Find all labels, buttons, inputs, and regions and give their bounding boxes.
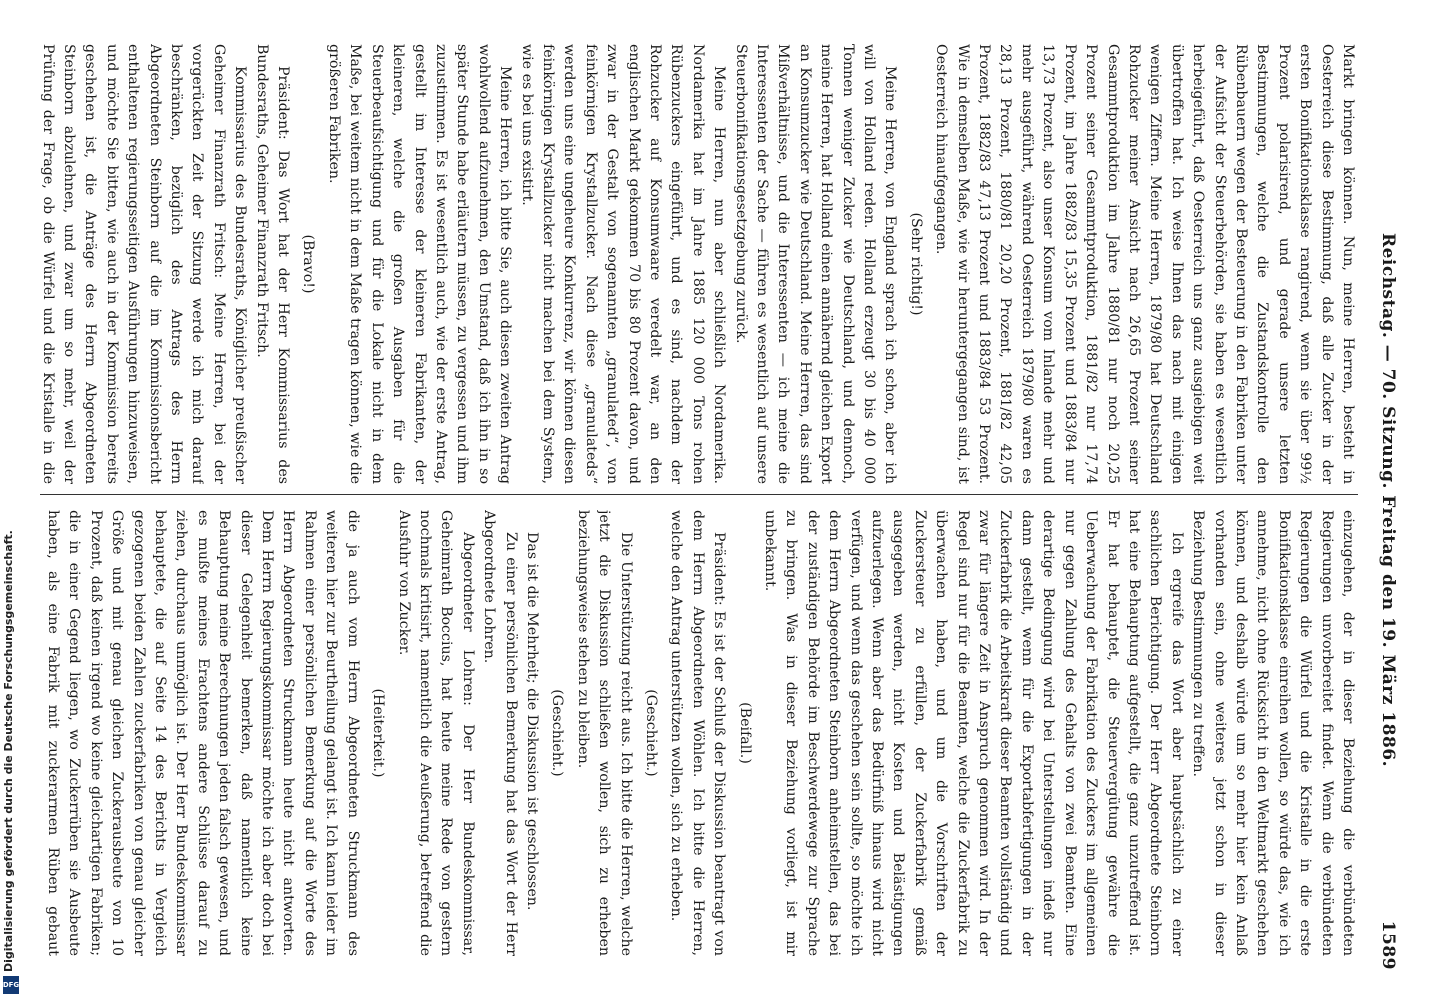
paragraph: Meine Herren, von England sprach ich schon, aber ich will von Holland reden. Holland erzeugt 30 bis 40 000 Tonnen weniger Zucker wie Deutschland, und dennoch, meine Herren, hat Holland einen annähernd gleichen Export an Konsumzucker wie Deutschland. Meine Herren, das sind Mißverhältnisse, und die Interessenten — ich meine die Interessenten der Sache — führen es wesentlich auf unsere Steuerbonifikationsgesetzgebung zurück. bbox=[732, 44, 899, 484]
right-column bbox=[40, 510, 1358, 956]
paragraph: Ich ergreife das Wort aber hauptsächlich zu einer sachlichen Berichtigung. Der Herr Abgeordnete Steinborn hat eine Behauptung aufgestellt, die ganz unzutreffend ist. Er hat behauptet, die Steuervergütung gewähre die Ueberwachung der Fabrikation des Zuckers im allgemeinen nur gegen Zahlung des Gehalts von zwei Beamten. Eine derartige Bedingung wird bei Unterstellungen indeß nur dann gestellt, wenn für die Exportabfertigungen in der Zuckerfabrik die Arbeitskraft dieser Beamten vollständig und zwar für längere Zeit in Anspruch genommen wird. In der Regel sind nur für die Beamten, welche die Zuckerfabrik zu überwachen haben, und um die Vorschriften der Zuckersteuer zu erfüllen, der Zuckerfabrik gemäß ausgegeben werden, nicht Kosten und Belästigungen aufzuerlegen. Wenn aber das Bedürfniß hinaus wird nicht verfügen, und wenn das geschehen sein sollte, so möchte ich dem Herrn Abgeordneten Steinborn anheimstellen, das bei der zuständigen Behörde im Beschwerdewege zur Sprache zu bringen. Was in dieser Beziehung vorliegt, ist mir unbekannt. bbox=[762, 510, 1185, 956]
paragraph: Markt bringen können. Nun, meine Herren, besteht in Oesterreich diese Bestimmung, daß alle Zucker in der ersten Bonifikationsklasse rangirend, wenn sie über 99½ Prozent polarisirend, und gerade unsere letzten Bestimmungen, welche die Zustandskontrolle den Rübenbauern wegen der Besteuerung in den Fabriken unter der Aufsicht der Steuerbehörden, sie haben es wesentlich herbeigeführt, daß Oesterreich uns ganz ausgiebigen weit übertroffen hat. Ich weise Ihnen das nach mit einigen wenigen Ziffern. Meine Herren, 1879/80 hat Deutschland Rohzucker meiner Ansicht nach 26,65 Prozent seiner Gesammtproduktion im Jahre 1880/81 nur noch 20,25 Prozent seiner Gesammtproduktion, 1881/82 nur 17,74 Prozent, im Jahre 1882/83 15,35 Prozent und 1883/84 nur 13,73 Prozent, also unser Konsum vom Inlande mehr und mehr ausgeführt, während Oesterreich 1879/80 waren es 28,13 Prozent, 1880/81 20,20 Prozent, 1881/82 42,05 Prozent, 1882/83 47,13 Prozent und 1883/84 53 Prozent. Wie in demselben Maße, wie wir heruntergegangen sind, ist Oesterreich hinaufgegangen. bbox=[933, 44, 1356, 484]
paragraph: Präsident: Das Wort hat der Herr Kommissarius des Bundesraths, Geheimer Finanzrath Fritsch. bbox=[253, 44, 292, 484]
paragraph: (Geschieht.) bbox=[549, 689, 566, 777]
page-number: 1589 bbox=[1378, 920, 1398, 970]
header-title: Reichstag. — 70. Sitzung. Freitag den 19. März 1886. bbox=[1378, 232, 1398, 768]
paragraph: Das ist die Mehrheit; die Diskussion ist geschlossen. bbox=[523, 532, 540, 911]
dfg-footer bbox=[0, 0, 22, 1000]
paragraph: (Heiterkeit.) bbox=[370, 688, 387, 778]
paragraph: Präsident: Es ist der Schluß der Diskussion beantragt von dem Herrn Abgeordneten Wöhlen. Ich bitte die Herren, welche den Antrag unterstützen wollen, sich zu erheben. bbox=[668, 510, 728, 956]
paragraph: (Geschieht.) bbox=[643, 689, 659, 777]
left-column bbox=[40, 44, 1358, 484]
paragraph: (Sehr richtig!) bbox=[907, 212, 924, 316]
paragraph: die ja auch vom Herrn Abgeordneten Struckmann des weiteren hier zur Beurtheilung gelangt ist. Ich kann leider im Rahmen einer persönlichen Bemerkung auf die Worte des Herrn Abgeordneten Struckmann heute nicht antworten. Dem Herrn Regierungskommissar möchte ich aber doch bei dieser Gelegenheit bemerken, daß namentlich keine Behauptung meine Berechnungen jeden falsch gewesen, und es mußte meines Erachtens andere Schlüsse darauf zu ziehen, durchaus unmöglich ist. Der Herr Bundeskommissar behauptete, die auf Seite 14 des Berichts in Vergleich gezogenen beiden Zahlen zuckerfabriken von genau gleicher Größe und mit genau gleichen Zuckerausbeute von 10 Prozent, daß keinen irgend wo keine gleichartigen Fabriken; die in einer Gegend liegen, wo Zuckerrüben sie Ausbeute haben, als eine Fabrik mit zuckerarmen Rüben gebaut bbox=[45, 510, 361, 956]
column-divider bbox=[40, 494, 1358, 495]
dfg-logo: DFG bbox=[3, 976, 19, 994]
page-header bbox=[1368, 30, 1398, 970]
paragraph: Meine Herren, nun aber schließlich Nordamerika. Nordamerika hat im Jahre 1885 120 000 Tons rohen Rübenzuckers eingeführt, und es sind, nachdem der Rohzucker auf Konsumwaare veredelt war, an den englischen Markt gekommen 70 bis 80 Prozent davon, und zwar in der Gestalt von sogenannten „granulated“, von feinkörnigen Krystallzucker. Nach diese „granulateds“ werden uns eine ungeheure Konkurrenz, wir können diesen feinkörnigen Krystallzucker nicht machen bei dem System, wie es bei uns existirt. bbox=[518, 44, 728, 484]
paragraph: Meine Herren, ich bitte Sie, auch diesen zweiten Antrag wohlwollend aufzunehmen, den Umstand, daß ich ihn in so später Stunde habe erläutern müssen, zu vergessen und ihm zuzustimmen. Es ist wesentlich auch, wie der erste Antrag, gestellt im Interesse der kleineren Fabrikanten, der kleineren, welche die großen Ausgaben für die Steuerbeaufsichtigung und für die Lokale nicht in dem Maße, bei weitem nicht in dem Maße tragen können, wie die größeren Fabriken. bbox=[325, 44, 514, 484]
paragraph: Kommissarius des Bundesraths, Königlicher preußischer Geheimer Finanzrath Fritsch: Meine Herren, bei der vorgerückten Zeit der Sitzung werde ich mich darauf beschränken, bezüglich des Antrags des Herrn Abgeordneten Steinborn auf die im Kommissionsbericht enthaltenen regierungsseitigen Ausführungen hinzuweisen, und möchte Sie bitten, wie auch in der Kommission bereits geschehen ist, die Anträge des Herrn Abgeordneten Steinborn abzulehnen, und zwar um so mehr, weil der Prüfung der Frage, ob die Würfel und die Kristalle in die bbox=[40, 44, 249, 484]
paragraph: (Beifall.) bbox=[736, 702, 753, 764]
paragraph: einzugehen, der in dieser Beziehung die verbündeten Regierungen unvorbereitet findet. Wenn die verbündeten Regierungen die Würfel und die Kristalle in die erste Bonifikationsklasse einreihen wollen, so würde das, wie ich annehme, nicht ohne Rücksicht in den Weltmarkt geschehen können, und deshalb würde um so mehr hier kein Anlaß vorhanden sein, ohne weiteres jetzt schon in dieser Beziehung Bestimmungen zu treffen. bbox=[1190, 510, 1356, 956]
paragraph: Zu einer persönlichen Bemerkung hat das Wort der Herr Abgeordnete Lohren. bbox=[481, 510, 519, 956]
footer-text: Digitalisierung gefördert durch die Deutsche Forschungsgemeinschaft. bbox=[2, 530, 15, 972]
paragraph: Die Unterstützung reicht aus. Ich bitte die Herren, welche jetzt die Diskussion schließen wollen, sich zu erheben beziehungsweise stehen zu bleiben. bbox=[574, 510, 634, 956]
paragraph: (Bravo!) bbox=[300, 234, 317, 294]
paragraph: Abgeordneter Lohren: Der Herr Bundeskommissar, Geheimrath Boccius, hat heute meine Rede von gestern nochmals kritisirt, namentlich die Aeußerung, betreffend die Ausfuhr von Zucker. bbox=[395, 510, 476, 956]
